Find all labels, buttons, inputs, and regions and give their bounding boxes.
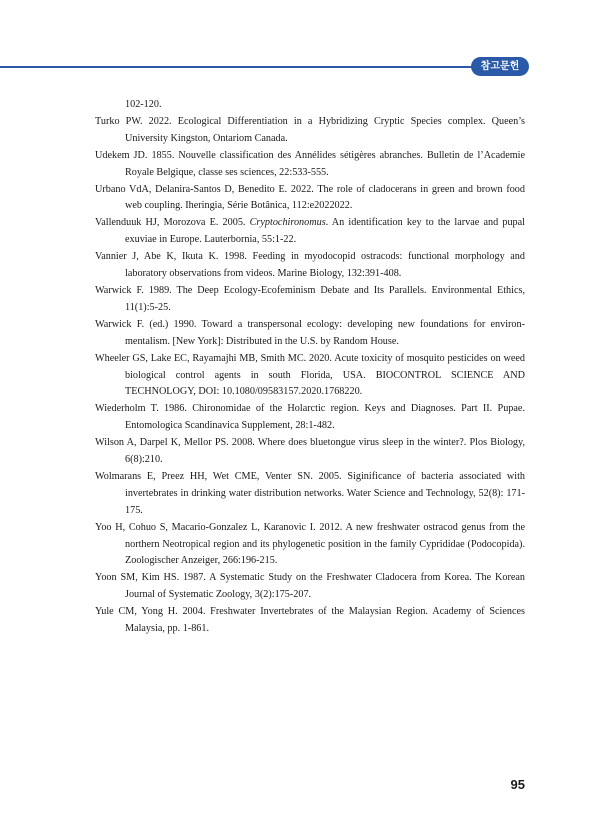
reference-entry: Yoon SM, Kim HS. 1987. A Systematic Study on the Freshwater Cladocera from Korea. The Korean Journal of Systematic Zoology, 3(2):175-207. xyxy=(95,572,525,601)
reference-entry: Wiederholm T. 1986. Chironomidae of the Holarctic region. Keys and Diagnoses. Part II. Pupae. Entomologica Scandinavica Supplement, 28:1-482. xyxy=(95,403,525,432)
reference-entry: Wilson A, Darpel K, Mellor PS. 2008. Where does bluetongue virus sleep in the winter?. Plos Biology, 6(8):210. xyxy=(95,437,525,466)
reference-entry: Wheeler GS, Lake EC, Rayamajhi MB, Smith MC. 2020. Acute toxicity of mosquito pesticides on weed biological control agents in south Florida, USA. BIOCONTROL SCIENCE AND TECHNOLOGY, DOI: 10.1080/09583157.2020.1768220. xyxy=(95,352,525,398)
reference-entry: Udekem JD. 1855. Nouvelle classification des Annélides sétigères abranches. Bulletin de l’Academie Royale Belgique, classe ses sciences, 22:533-555. xyxy=(95,149,525,178)
reference-entry: Wolmarans E, Preez HH, Wet CME, Venter SN. 2005. Siginificance of bacteria associated with invertebrates in drinking water distribution networks. Water Science and Technology, 52(8): 171-175. xyxy=(95,470,525,516)
page-number: 95 xyxy=(510,777,525,792)
section-badge: 참고문헌 xyxy=(471,57,529,76)
reference-entry: Vannier J, Abe K, Ikuta K. 1998. Feeding in myodocopid ostracods: functional morphology and laboratory observations from videos. Marine Biology, 132:391-408. xyxy=(95,251,525,280)
reference-entry: 102-120. xyxy=(125,99,162,110)
reference-italic-title: Cryptochironomus xyxy=(249,217,326,229)
reference-entry: Turko PW. 2022. Ecological Differentiation in a Hybridizing Cryptic Species complex. Queen’s University Kingston, Ontariom Canada. xyxy=(95,115,525,144)
reference-entry xyxy=(95,215,525,249)
reference-text: . An identification key to the larvae and pupal exuviae in Europe. Lauterbornia, 55:1-22. xyxy=(125,217,525,246)
reference-entry: Urbano VdA, Delanira-Santos D, Benedito E. 2022. The role of cladocerans in green and brown food web coupling. Iheringia, Série Botânica, 112:e2022022. xyxy=(95,183,525,212)
reference-entry: Yoo H, Cohuo S, Macario-Gonzalez L, Karanovic I. 2012. A new freshwater ostracod genus from the northern Neotropical region and its phylogenetic position in the family Cyprididae (Podocopida). Zoologischer Anzeiger, 266:196-215. xyxy=(95,521,525,567)
reference-list xyxy=(95,97,525,638)
reference-entry: Warwick F. 1989. The Deep Ecology-Ecofeminism Debate and Its Parallels. Environmental Ethics, 11(1):5-25. xyxy=(95,284,525,313)
reference-entry: Warwick F. (ed.) 1990. Toward a transpersonal ecology: developing new foundations for environ-mentalism. [New York]: Distributed in the U.S. by Random House. xyxy=(95,318,525,347)
reference-entry: Yule CM, Yong H. 2004. Freshwater Invertebrates of the Malaysian Region. Academy of Sciences Malaysia, pp. 1-861. xyxy=(95,606,525,635)
reference-text: Vallenduuk HJ, Morozova E. 2005. xyxy=(95,217,250,229)
header-rule xyxy=(0,66,478,68)
